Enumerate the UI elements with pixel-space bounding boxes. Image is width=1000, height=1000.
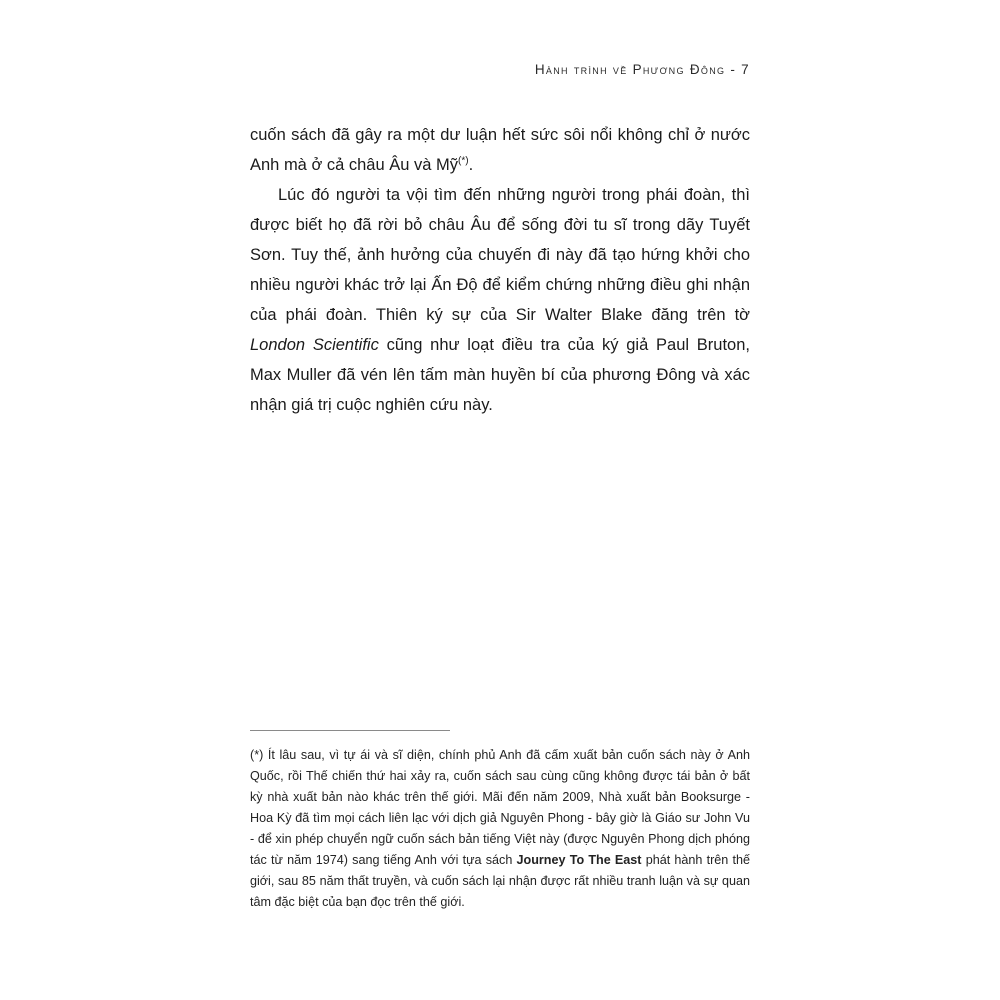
running-head: Hành trình về Phương Đông - 7 (534, 62, 750, 77)
text-run: . (468, 156, 474, 174)
text-run: (*) Ít lâu sau, vì tự ái và sĩ diện, chính phủ Anh đã cấm xuất bản cuốn sách này ở Anh Quốc, rồi Thế chiến thứ hai xảy ra, cuốn sách sau cùng cũng không được tái bản ở bất kỳ nhà xuất bản nào khác trên thế giới. Mãi đến năm 2009, Nhà xuất bản Booksurge - Hoa Kỳ đã tìm mọi cách liên lạc với dịch giả Nguyên Phong - bây giờ là Giáo sư John Vu - để xin phép chuyển ngữ cuốn sách bản tiếng Việt này (được Nguyên Phong dịch phóng tác từ năm 1974) sang tiếng Anh với tựa sách (250, 748, 750, 867)
body-text-block (250, 120, 750, 420)
footnote-paragraph (250, 745, 750, 913)
body-paragraph (250, 180, 750, 420)
text-run: Lúc đó người ta vội tìm đến những người trong phái đoàn, thì được biết họ đã rời bỏ châu Âu để sống đời tu sĩ trong dãy Tuyết Sơn. Tuy thế, ảnh hưởng của chuyến đi này đã tạo hứng khởi cho nhiều người khác trở lại Ấn Độ để kiểm chứng những điều ghi nhận của phái đoàn. Thiên ký sự của Sir Walter Blake đăng trên tờ (250, 186, 750, 324)
footnote-reference-marker[interactable]: (*) (458, 155, 469, 167)
footnote-text (250, 745, 750, 913)
footnote-block (250, 730, 750, 913)
text-run: cuốn sách đã gây ra một dư luận hết sức sôi nổi không chỉ ở nước Anh mà ở cả châu Âu và Mỹ (250, 126, 750, 174)
text-run: phát hành trên thế giới, sau 85 năm thất truyền, và cuốn sách lại nhận được rất nhiều tranh luận và sự quan tâm đặc biệt của bạn đọc trên thế giới. (250, 853, 750, 909)
footnote-separator-rule (250, 730, 450, 731)
text-run: cũng như loạt điều tra của ký giả Paul Bruton, Max Muller đã vén lên tấm màn huyền bí của phương Đông và xác nhận giá trị cuộc nghiên cứu này. (250, 336, 750, 414)
bold-run: Journey To The East (516, 853, 642, 867)
body-paragraph (250, 120, 750, 180)
italic-run: London Scientific (250, 336, 379, 354)
